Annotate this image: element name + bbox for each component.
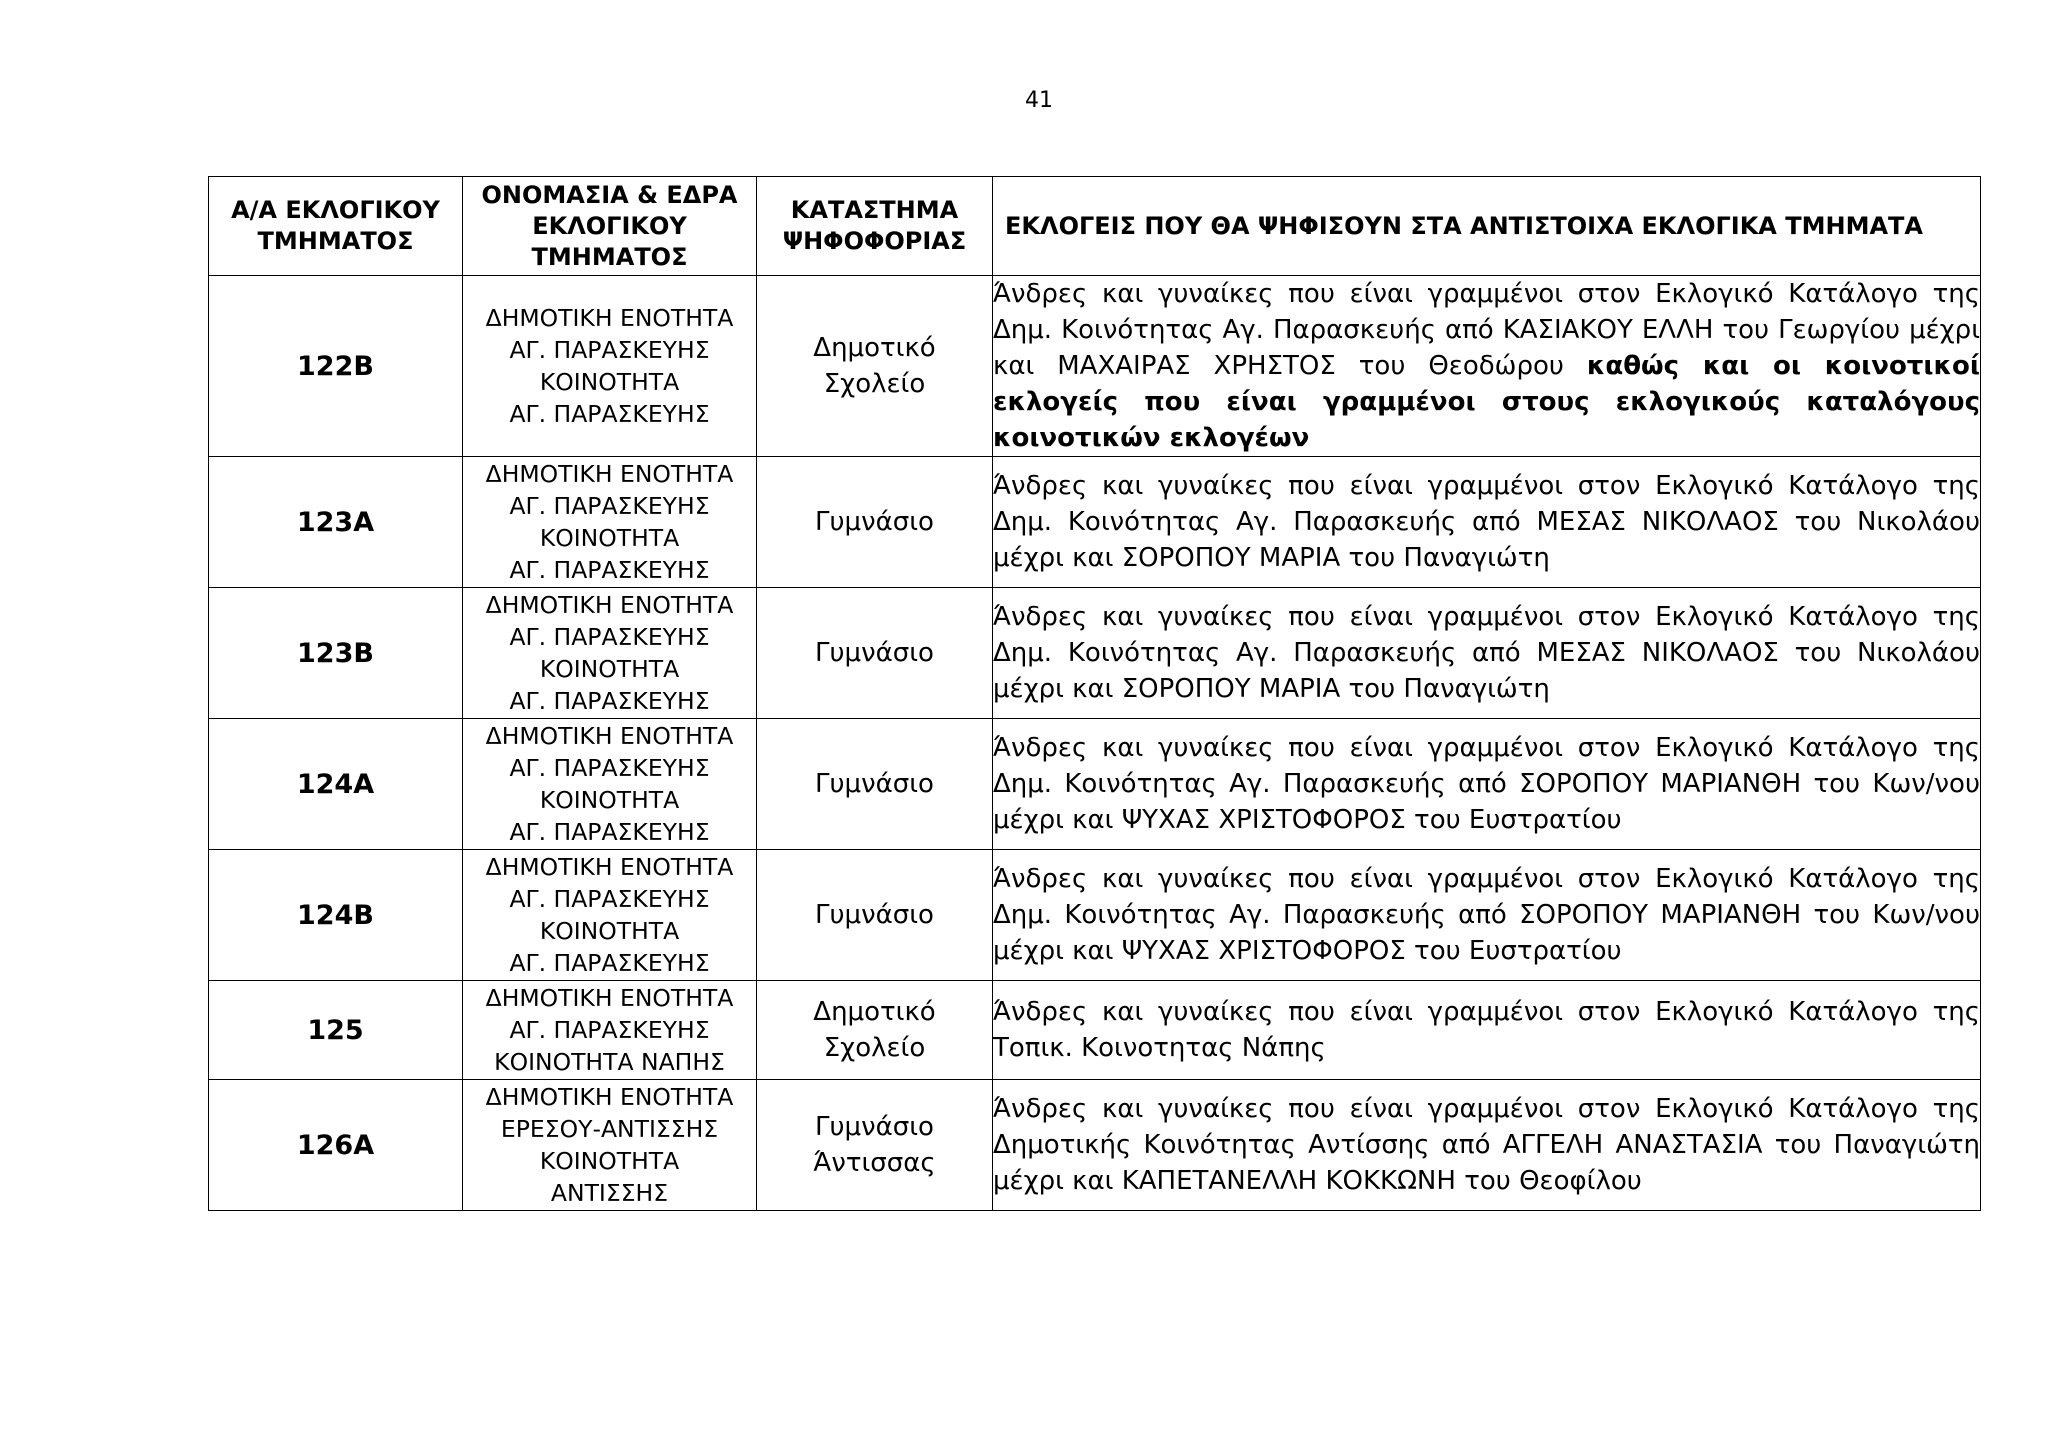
voters-text: Άνδρες και γυναίκες που είναι γραμμένοι στον Εκλογικό Κατάλογο της Δημοτικής Κοινότητας Αντίσσης από ΑΓΓΕΛΗ ΑΝΑΣΤΑΣΙΑ του Παναγιώτη μέχρι και ΚΑΠΕΤΑΝΕΛΛΗ ΚΟΚΚΩΝΗ του Θεοφίλου	[993, 1094, 1980, 1196]
section-name-line: ΔΗΜΟΤΙΚΗ ΕΝΟΤΗΤΑ	[485, 853, 734, 881]
section-name-line: ΚΟΙΝΟΤΗΤΑ	[539, 368, 680, 396]
polling-station-line: Σχολείο	[823, 369, 926, 399]
section-name	[463, 1080, 757, 1211]
polling-station	[757, 588, 993, 719]
voters-text: Άνδρες και γυναίκες που είναι γραμμένοι στον Εκλογικό Κατάλογο της Δημ. Κοινότητας Αγ. Παρασκευής από ΜΕΣΑΣ ΝΙΚΟΛΑΟΣ του Νικολάου μέχρι και ΣΟΡΟΠΟΥ ΜΑΡΙΑ του Παναγιώτη	[993, 471, 1980, 573]
table-row	[209, 719, 1981, 850]
section-name	[463, 588, 757, 719]
section-name-line: ΑΓ. ΠΑΡΑΣΚΕΥΗΣ	[509, 556, 710, 584]
section-name-line: ΚΟΙΝΟΤΗΤΑ	[539, 1147, 680, 1175]
header-voters: ΕΚΛΟΓΕΙΣ ΠΟΥ ΘΑ ΨΗΦΙΣΟΥΝ ΣΤΑ ΑΝΤΙΣΤΟΙΧΑ ΕΚΛΟΓΙΚΑ ΤΜΗΜΑΤΑ	[993, 177, 1981, 276]
section-name	[463, 276, 757, 457]
polling-station-line: Γυμνάσιο	[815, 507, 934, 537]
voters-description	[993, 276, 1981, 457]
section-name-line: ΑΓ. ΠΑΡΑΣΚΕΥΗΣ	[509, 818, 710, 846]
section-name-line: ΑΓ. ΠΑΡΑΣΚΕΥΗΣ	[509, 623, 710, 651]
section-id: 125	[209, 981, 463, 1080]
section-name-line: ΑΓ. ΠΑΡΑΣΚΕΥΗΣ	[509, 400, 710, 428]
polling-stations-table	[208, 176, 1981, 1211]
table-header-row	[209, 177, 1981, 276]
section-name-line: ΑΓ. ΠΑΡΑΣΚΕΥΗΣ	[509, 1016, 710, 1044]
section-name-line: ΔΗΜΟΤΙΚΗ ΕΝΟΤΗΤΑ	[485, 591, 734, 619]
table-row	[209, 850, 1981, 981]
section-name-line: ΔΗΜΟΤΙΚΗ ΕΝΟΤΗΤΑ	[485, 722, 734, 750]
polling-station-line: Σχολείο	[823, 1033, 926, 1063]
voters-text: Άνδρες και γυναίκες που είναι γραμμένοι στον Εκλογικό Κατάλογο της Τοπικ. Κοινοτητας Νάπης	[993, 997, 1980, 1063]
voters-description	[993, 588, 1981, 719]
section-name-line: ΑΓ. ΠΑΡΑΣΚΕΥΗΣ	[509, 885, 710, 913]
section-name-line: ΑΓ. ΠΑΡΑΣΚΕΥΗΣ	[509, 687, 710, 715]
section-id: 123Α	[209, 457, 463, 588]
section-id: 124Α	[209, 719, 463, 850]
section-name	[463, 850, 757, 981]
section-name-line: ΔΗΜΟΤΙΚΗ ΕΝΟΤΗΤΑ	[485, 984, 734, 1012]
voters-description	[993, 457, 1981, 588]
polling-station-line: Άντισσας	[813, 1148, 936, 1178]
table-row	[209, 457, 1981, 588]
table-row	[209, 276, 1981, 457]
voters-description	[993, 981, 1981, 1080]
table-row	[209, 1080, 1981, 1211]
section-id: 123Β	[209, 588, 463, 719]
polling-station	[757, 981, 993, 1080]
polling-station	[757, 457, 993, 588]
section-name-line: ΑΓ. ΠΑΡΑΣΚΕΥΗΣ	[509, 336, 710, 364]
header-section-name: ΟΝΟΜΑΣΙΑ & ΕΔΡΑ ΕΚΛΟΓΙΚΟΥ ΤΜΗΜΑΤΟΣ	[463, 177, 757, 276]
section-name-line: ΑΓ. ΠΑΡΑΣΚΕΥΗΣ	[509, 949, 710, 977]
voters-description	[993, 719, 1981, 850]
polling-station-line: Δημοτικό	[813, 997, 936, 1027]
section-name-line: ΕΡΕΣΟΥ-ΑΝΤΙΣΣΗΣ	[500, 1115, 719, 1143]
section-name	[463, 981, 757, 1080]
section-name-line: ΔΗΜΟΤΙΚΗ ΕΝΟΤΗΤΑ	[485, 1083, 734, 1111]
polling-station	[757, 850, 993, 981]
voters-text: Άνδρες και γυναίκες που είναι γραμμένοι στον Εκλογικό Κατάλογο της Δημ. Κοινότητας Αγ. Παρασκευής από ΣΟΡΟΠΟΥ ΜΑΡΙΑΝΘΗ του Κων/νου μέχρι και ΨΥΧΑΣ ΧΡΙΣΤΟΦΟΡΟΣ του Ευστρατίου	[993, 733, 1980, 835]
section-name-line: ΑΓ. ΠΑΡΑΣΚΕΥΗΣ	[509, 492, 710, 520]
section-name-line: ΚΟΙΝΟΤΗΤΑ ΝΑΠΗΣ	[494, 1048, 725, 1076]
table-row	[209, 588, 1981, 719]
voters-description	[993, 1080, 1981, 1211]
section-name-line: ΚΟΙΝΟΤΗΤΑ	[539, 917, 680, 945]
section-name-line: ΚΟΙΝΟΤΗΤΑ	[539, 786, 680, 814]
polling-station-line: Δημοτικό	[813, 333, 936, 363]
voters-description	[993, 850, 1981, 981]
voters-text: Άνδρες και γυναίκες που είναι γραμμένοι στον Εκλογικό Κατάλογο της Δημ. Κοινότητας Αγ. Παρασκευής από ΚΑΣΙΑΚΟΥ ΕΛΛΗ του Γεωργίου μέχρι και ΜΑΧΑΙΡΑΣ ΧΡΗΣΤΟΣ του Θεοδώρου	[993, 279, 1980, 381]
polling-station-line: Γυμνάσιο	[815, 638, 934, 668]
header-polling-station: ΚΑΤΑΣΤΗΜΑ ΨΗΦΟΦΟΡΙΑΣ	[757, 177, 993, 276]
voters-text: Άνδρες και γυναίκες που είναι γραμμένοι στον Εκλογικό Κατάλογο της Δημ. Κοινότητας Αγ. Παρασκευής από ΜΕΣΑΣ ΝΙΚΟΛΑΟΣ του Νικολάου μέχρι και ΣΟΡΟΠΟΥ ΜΑΡΙΑ του Παναγιώτη	[993, 602, 1980, 704]
section-name	[463, 457, 757, 588]
polling-station-line: Γυμνάσιο	[815, 769, 934, 799]
polling-station	[757, 1080, 993, 1211]
polling-station	[757, 276, 993, 457]
section-id: 124Β	[209, 850, 463, 981]
section-name	[463, 719, 757, 850]
section-name-line: ΚΟΙΝΟΤΗΤΑ	[539, 655, 680, 683]
voters-text: Άνδρες και γυναίκες που είναι γραμμένοι στον Εκλογικό Κατάλογο της Δημ. Κοινότητας Αγ. Παρασκευής από ΣΟΡΟΠΟΥ ΜΑΡΙΑΝΘΗ του Κων/νου μέχρι και ΨΥΧΑΣ ΧΡΙΣΤΟΦΟΡΟΣ του Ευστρατίου	[993, 864, 1980, 966]
polling-station-line: Γυμνάσιο	[815, 900, 934, 930]
voters-text-bold: καθώς και οι κοινοτικοί εκλογείς που είναι γραμμένοι στους εκλογικούς καταλόγους κοινοτικών εκλογέων	[993, 351, 1980, 453]
section-name-line: ΑΝΤΙΣΣΗΣ	[550, 1179, 669, 1207]
page-number: 41	[1025, 88, 1053, 113]
polling-station-line: Γυμνάσιο	[815, 1112, 934, 1142]
header-section-id: Α/Α ΕΚΛΟΓΙΚΟΥ ΤΜΗΜΑΤΟΣ	[209, 177, 463, 276]
polling-station	[757, 719, 993, 850]
table-row	[209, 981, 1981, 1080]
section-id: 126Α	[209, 1080, 463, 1211]
section-name-line: ΚΟΙΝΟΤΗΤΑ	[539, 524, 680, 552]
section-id: 122Β	[209, 276, 463, 457]
section-name-line: ΔΗΜΟΤΙΚΗ ΕΝΟΤΗΤΑ	[485, 460, 734, 488]
section-name-line: ΑΓ. ΠΑΡΑΣΚΕΥΗΣ	[509, 754, 710, 782]
section-name-line: ΔΗΜΟΤΙΚΗ ΕΝΟΤΗΤΑ	[485, 304, 734, 332]
